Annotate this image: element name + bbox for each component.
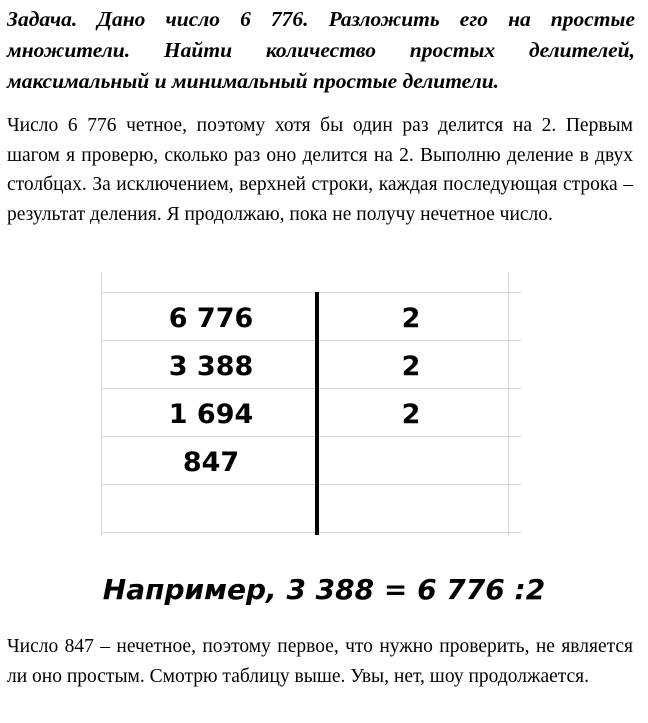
divisor-cell: 2: [401, 399, 421, 430]
explanation-paragraph: Число 6 776 четное, поэтому хотя бы один раз делится на 2. Первым шагом я проверю, сколько раз оно делится на 2. Выполню деление в двух столбцах. За исключением, верхней строки, каждая последующая строка – результат деления. Я продолжаю, пока не получу нечетное число.: [7, 115, 633, 225]
dividend-cell: 847: [182, 447, 240, 478]
grid-line: [101, 292, 521, 293]
example-equation: Например, 3 388 = 6 776 :2: [102, 573, 546, 606]
divisor-cell: 2: [401, 303, 421, 334]
divisor-cell: [361, 439, 461, 487]
divisor-cell: [361, 487, 461, 535]
dividend-cell: [131, 487, 291, 535]
divisor-cell: 2: [401, 351, 421, 382]
conclusion-paragraph: Число 847 – нечетное, поэтому первое, что нужно проверить, не является ли оно простым. Смотрю таблицу выше. Увы, нет, шоу продолжается.: [7, 636, 633, 687]
grid-line: [508, 272, 509, 536]
division-table: [101, 272, 521, 536]
dividend-cell: 1 694: [168, 399, 254, 430]
dividend-cell: 6 776: [168, 303, 254, 334]
column-divider: [315, 292, 319, 535]
task-statement: Задача. Дано число 6 776. Разложить его на простые множители. Найти количество простых делителей, максимальный и минимальный простые делители.: [7, 7, 635, 93]
grid-line: [101, 272, 102, 536]
dividend-cell: 3 388: [168, 351, 254, 382]
